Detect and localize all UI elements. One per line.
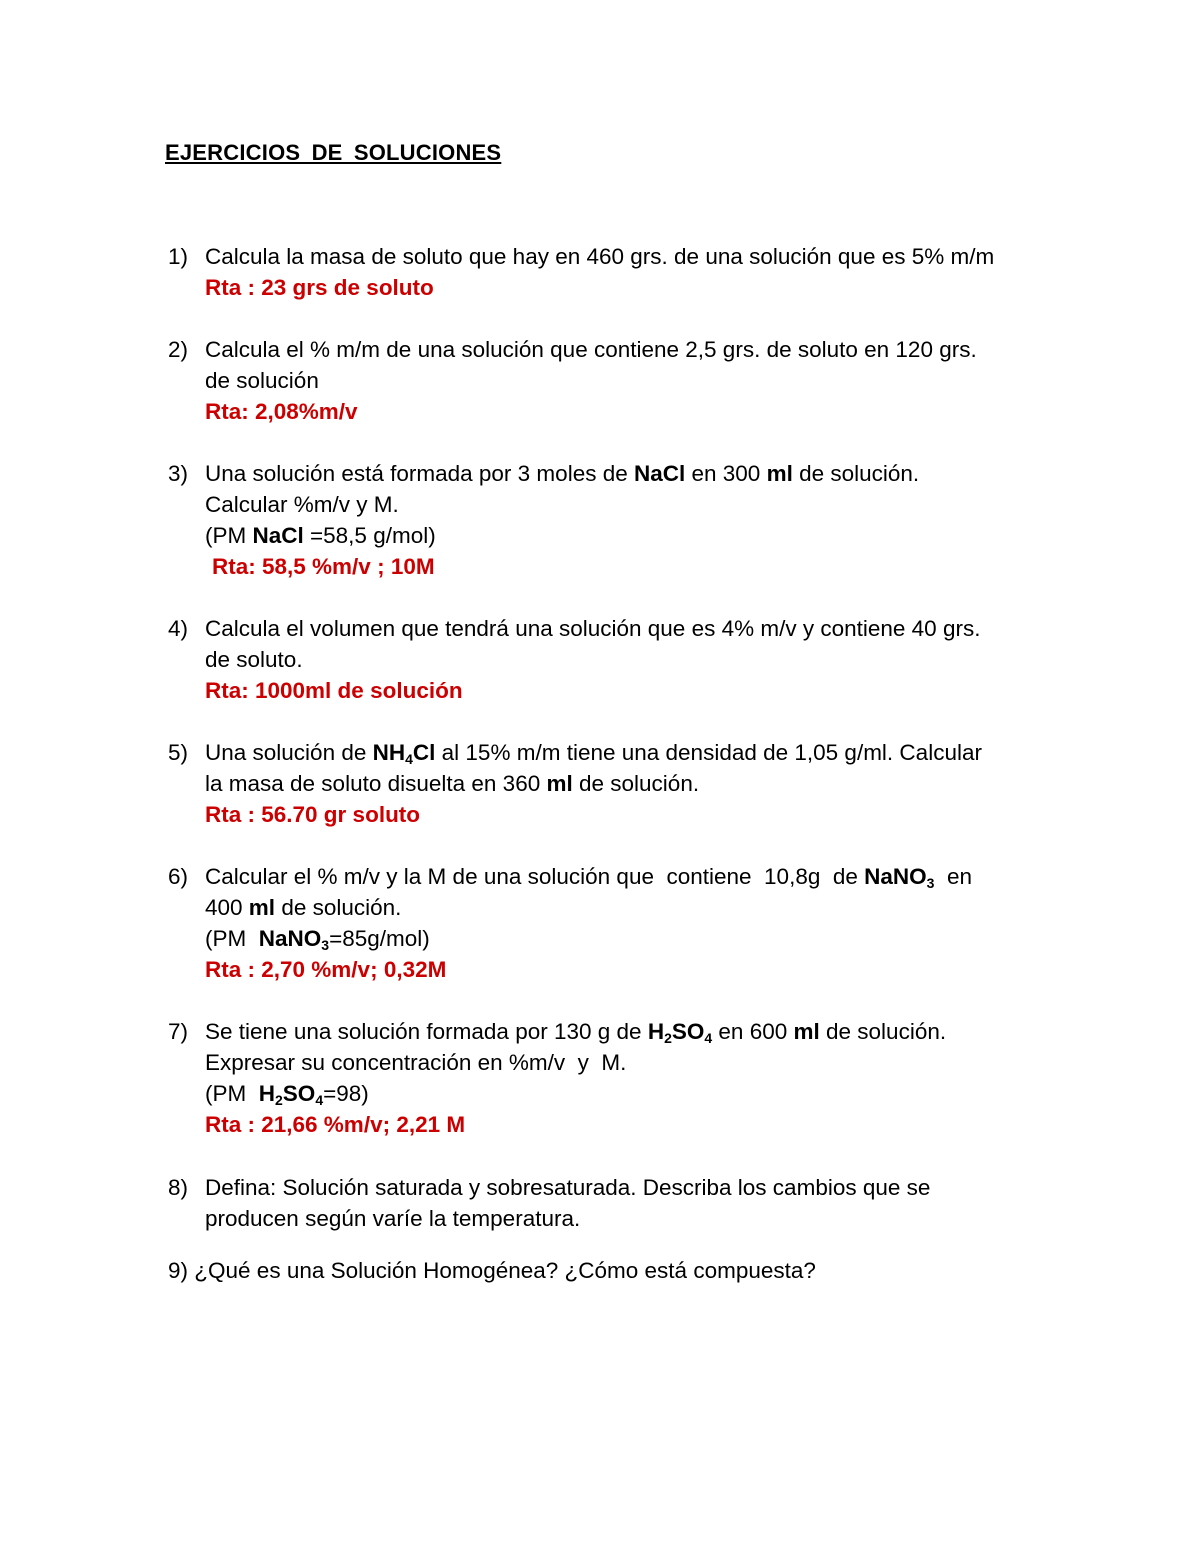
exercise-number: 9) — [168, 1258, 189, 1283]
text-segment: 400 — [205, 895, 249, 920]
chemical-formula — [648, 1019, 712, 1044]
text-segment: Se tiene una solución formada por 130 g de — [205, 1019, 648, 1044]
text-segment: de solución. — [792, 461, 920, 486]
formula-part: SO — [671, 1019, 705, 1044]
text-segment: =58,5 g/mol) — [303, 523, 436, 548]
exercise-text: Calcular %m/v y M. — [205, 492, 399, 517]
text-segment: Una solución está formada por 3 moles de — [205, 461, 634, 486]
formula-part: NH — [372, 740, 406, 765]
exercise-text — [168, 768, 1068, 799]
chemical-formula: NaCl — [252, 523, 304, 548]
exercise-text — [168, 892, 1068, 923]
exercise-text — [168, 737, 1068, 768]
page-title: EJERCICIOS DE SOLUCIONES — [165, 140, 502, 165]
formula-subscript: 2 — [664, 1030, 672, 1046]
chemical-formula — [259, 1081, 323, 1106]
exercise-text: producen según varíe la temperatura. — [205, 1206, 581, 1231]
exercise-text: de solución — [205, 368, 319, 393]
exercise-number: 6) — [168, 864, 189, 889]
formula-part: Cl — [412, 740, 436, 765]
text-segment: en — [934, 864, 972, 889]
formula-part: NaNO — [258, 926, 322, 951]
exercise-text — [168, 923, 1068, 954]
exercise-text — [168, 861, 1068, 892]
exercise-text — [168, 520, 1068, 551]
exercise-answer: Rta : 56.70 gr soluto — [205, 802, 421, 827]
formula-subscript: 3 — [321, 937, 330, 953]
text-segment: al 15% m/m tiene una densidad de 1,05 g/ml. Calcular — [435, 740, 982, 765]
exercise-1 — [168, 241, 1068, 303]
text-segment: de solución. — [572, 771, 700, 796]
text-segment: la masa de soluto disuelta en 360 — [205, 771, 547, 796]
formula-subscript: 3 — [926, 875, 935, 891]
text-segment: en 600 — [712, 1019, 794, 1044]
exercise-4 — [168, 613, 1068, 706]
formula-subscript: 4 — [315, 1092, 324, 1108]
text-segment: =85g/mol) — [329, 926, 430, 951]
text-segment: de solución. — [275, 895, 402, 920]
text-segment: Una solución de — [205, 740, 373, 765]
exercise-5 — [168, 737, 1068, 830]
formula-part: H — [258, 1081, 275, 1106]
unit: ml — [793, 1019, 820, 1044]
formula-part: NaNO — [864, 864, 927, 889]
unit: ml — [546, 771, 573, 796]
formula-subscript: 4 — [405, 751, 413, 767]
exercise-text: ¿Qué es una Solución Homogénea? ¿Cómo está compuesta? — [194, 1258, 816, 1283]
exercise-number: 8) — [168, 1175, 189, 1200]
exercise-answer: Rta : 2,70 %m/v; 0,32M — [205, 957, 447, 982]
exercise-text — [168, 458, 1068, 489]
text-segment: (PM — [205, 523, 253, 548]
chemical-formula — [373, 740, 436, 765]
formula-part: H — [647, 1019, 665, 1044]
exercise-text: Calcula el % m/m de una solución que contiene 2,5 grs. de soluto en 120 grs. — [205, 337, 977, 362]
exercise-text — [168, 1016, 1068, 1047]
exercise-3 — [168, 458, 1068, 582]
exercise-answer: Rta: 1000ml de solución — [205, 678, 463, 703]
exercise-answer: Rta : 23 grs de soluto — [205, 275, 434, 300]
unit: ml — [766, 461, 793, 486]
exercise-7 — [168, 1016, 1068, 1140]
exercise-text: Calcula el volumen que tendrá una solución que es 4% m/v y contiene 40 grs. — [205, 616, 981, 641]
exercise-8 — [168, 1172, 1068, 1234]
exercise-number: 4) — [168, 616, 189, 641]
exercise-number: 2) — [168, 337, 189, 362]
text-segment: (PM — [205, 926, 259, 951]
exercise-text: Expresar su concentración en %m/v y M. — [205, 1050, 627, 1075]
exercise-number: 5) — [168, 740, 189, 765]
formula-subscript: 2 — [275, 1092, 283, 1108]
exercise-text: de soluto. — [205, 647, 303, 672]
chemical-formula: NaCl — [633, 461, 686, 486]
exercise-answer: Rta: 2,08%m/v — [205, 399, 358, 424]
exercise-text: Calcula la masa de soluto que hay en 460 grs. de una solución que es 5% m/m — [205, 244, 995, 269]
unit: ml — [248, 895, 276, 920]
formula-part: SO — [282, 1081, 316, 1106]
text-segment: de solución. — [819, 1019, 947, 1044]
exercise-number: 1) — [168, 244, 189, 269]
exercise-answer: Rta : 21,66 %m/v; 2,21 M — [205, 1112, 466, 1137]
exercise-number: 7) — [168, 1019, 189, 1044]
formula-subscript: 4 — [704, 1030, 713, 1046]
exercise-6 — [168, 861, 1068, 985]
chemical-formula — [259, 926, 329, 951]
exercise-number: 3) — [168, 461, 189, 486]
exercise-text: Defina: Solución saturada y sobresaturada. Describa los cambios que se — [205, 1175, 931, 1200]
exercise-text — [168, 1078, 1068, 1109]
exercise-answer: Rta: 58,5 %m/v ; 10M — [212, 554, 435, 579]
text-segment: (PM — [205, 1081, 259, 1106]
text-segment: en 300 — [685, 461, 767, 486]
exercise-2 — [168, 334, 1068, 427]
text-segment: Calcular el % m/v y la M de una solución que contiene 10,8g de — [205, 864, 865, 889]
chemical-formula — [864, 864, 934, 889]
text-segment: =98) — [323, 1081, 369, 1106]
exercise-9 — [168, 1255, 1068, 1286]
